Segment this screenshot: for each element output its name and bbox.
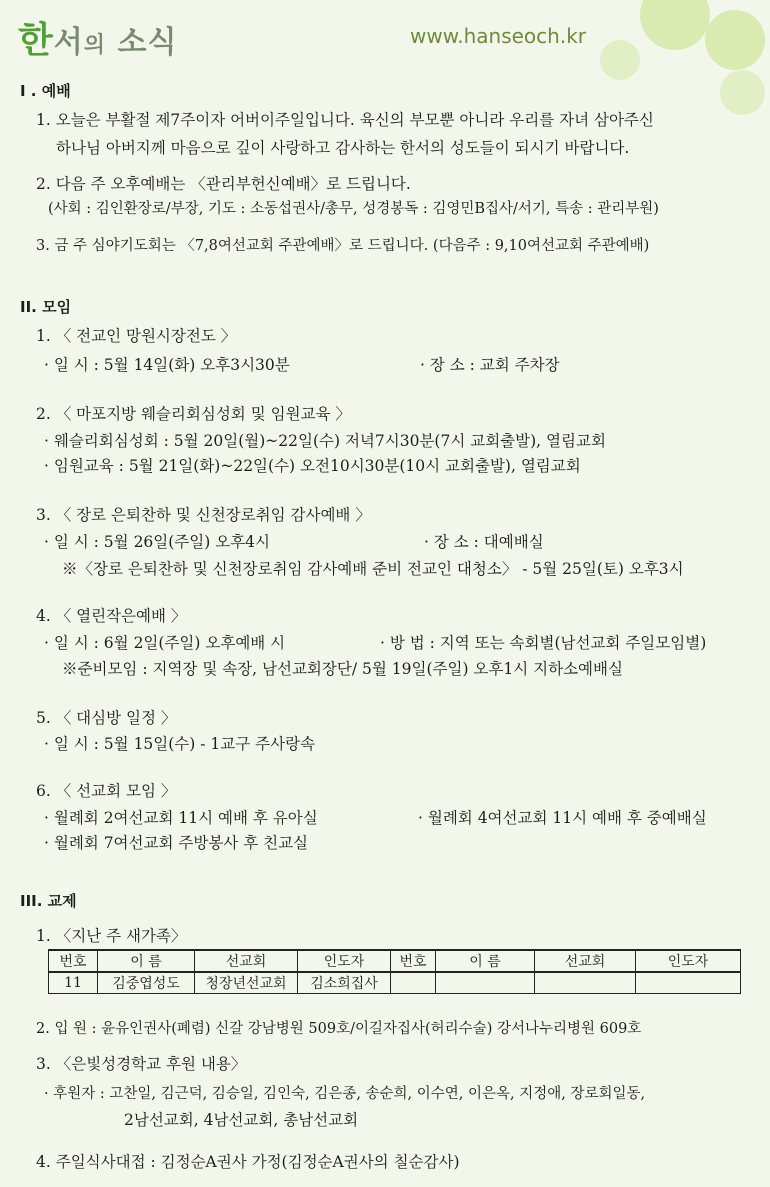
table-cell [391, 972, 436, 994]
worship-item-3: 3. 금 주 심야기도회는 〈7,8여선교회 주관예배〉로 드립니다. (다음주 : 9,10여선교회 주관예배) [36, 238, 650, 254]
table-cell [535, 972, 636, 994]
meeting-1-date: · 일 시 : 5월 14일(화) 오후3시30분 [44, 356, 290, 374]
section-worship-heading: I . 예배 [20, 82, 71, 100]
table-header-cell: 인도자 [636, 950, 741, 972]
meeting-4-note: ※준비모임 : 지역장 및 속장, 남선교회장단/ 5월 19일(주일) 오후1시 지하소예배실 [62, 660, 623, 678]
meeting-6-item-2: · 월례회 4여선교회 11시 예배 후 중예배실 [418, 809, 707, 827]
meeting-4-method: · 방 법 : 지역 또는 속회별(남선교회 주일모임별) [380, 634, 707, 652]
meeting-3-date: · 일 시 : 5월 26일(주일) 오후4시 [44, 533, 271, 551]
table-cell: 김중엽성도 [98, 972, 195, 994]
clover-decoration [600, 40, 640, 80]
table-cell: 11 [49, 972, 98, 994]
fellowship-1-title: 1. 〈지난 주 새가족〉 [36, 927, 187, 945]
section-fellowship-heading: III. 교제 [20, 892, 77, 910]
table-header-cell: 선교회 [195, 950, 298, 972]
table-header-cell: 번호 [391, 950, 436, 972]
fellowship-3-donors-cont: 2남선교회, 4남선교회, 총남선교회 [124, 1111, 359, 1129]
table-cell: 김소희집사 [298, 972, 391, 994]
worship-item-2: 2. 다음 주 오후예배는 〈관리부헌신예배〉로 드립니다. [36, 175, 411, 193]
meeting-3-place: · 장 소 : 대예배실 [424, 533, 544, 551]
meeting-4-title: 4. 〈 열린작은예배 〉 [36, 607, 187, 625]
worship-item-1: 1. 오늘은 부활절 제7주이자 어버이주일입니다. 육신의 부모뿐 아니라 우리를 자녀 삼아주신 [36, 111, 654, 129]
clover-decoration [720, 70, 765, 115]
table-header-cell: 선교회 [535, 950, 636, 972]
table-header-row [49, 950, 741, 972]
fellowship-3-title: 3. 〈은빛성경학교 후원 내용〉 [36, 1055, 247, 1073]
worship-item-2-detail: (사회 : 김인환장로/부장, 기도 : 소동섭권사/총무, 성경봉독 : 김영민B집사/서기, 특송 : 관리부원) [48, 201, 659, 217]
newsletter-title: 한서의 소식 [18, 20, 178, 61]
table-header-cell: 번호 [49, 950, 98, 972]
meeting-5-date: · 일 시 : 5월 15일(수) - 1교구 주사랑속 [44, 735, 316, 753]
table-row [49, 972, 741, 994]
meeting-4-date: · 일 시 : 6월 2일(주일) 오후예배 시 [44, 634, 286, 652]
meeting-3-note: ※〈장로 은퇴찬하 및 신천장로취임 감사예배 준비 전교인 대청소〉 - 5월 25일(토) 오후3시 [62, 560, 684, 578]
meeting-6-item-3: · 월례회 7여선교회 주방봉사 후 친교실 [44, 834, 309, 852]
new-family-table [48, 949, 741, 994]
meeting-2-detail-2: · 임원교육 : 5월 21일(화)~22일(수) 오전10시30분(10시 교회출발), 열림교회 [44, 457, 581, 475]
clover-decoration [640, 0, 710, 50]
table-cell [436, 972, 535, 994]
meeting-5-title: 5. 〈 대심방 일정 〉 [36, 709, 177, 727]
section-meetings-heading: II. 모임 [20, 298, 72, 316]
fellowship-2-hospital: 2. 입 원 : 윤유인권사(폐렴) 신갈 강남병원 509호/이길자집사(허리수술) 강서나누리병원 609호 [36, 1021, 642, 1037]
header [0, 0, 770, 70]
table-cell: 청장년선교회 [195, 972, 298, 994]
meeting-2-title: 2. 〈 마포지방 웨슬리회심성회 및 임원교육 〉 [36, 405, 351, 423]
meeting-3-title: 3. 〈 장로 은퇴찬하 및 신천장로취임 감사예배 〉 [36, 506, 371, 524]
website-url[interactable]: www.hanseoch.kr [410, 24, 586, 48]
meeting-1-place: · 장 소 : 교회 주차장 [420, 356, 560, 374]
meeting-1-title: 1. 〈 전교인 망원시장전도 〉 [36, 327, 237, 345]
table-cell [636, 972, 741, 994]
meeting-2-detail-1: · 웨슬리회심성회 : 5월 20일(월)~22일(수) 저녁7시30분(7시 교회출발), 열림교회 [44, 432, 606, 450]
clover-decoration [705, 10, 765, 70]
table-header-cell: 이 름 [436, 950, 535, 972]
fellowship-4-meal: 4. 주일식사대접 : 김정순A권사 가정(김정순A권사의 칠순감사) [36, 1153, 460, 1171]
meeting-6-item-1: · 월례회 2여선교회 11시 예배 후 유아실 [44, 809, 318, 827]
meeting-6-title: 6. 〈 선교회 모임 〉 [36, 782, 177, 800]
fellowship-3-donors: · 후원자 : 고찬일, 김근덕, 김승일, 김인숙, 김은종, 송순희, 이수연, 이은옥, 지정애, 장로회일동, [44, 1086, 646, 1102]
worship-item-1-cont: 하나님 아버지께 마음으로 깊이 사랑하고 감사하는 한서의 성도들이 되시기 바랍니다. [56, 139, 630, 157]
table-header-cell: 인도자 [298, 950, 391, 972]
table-header-cell: 이 름 [98, 950, 195, 972]
